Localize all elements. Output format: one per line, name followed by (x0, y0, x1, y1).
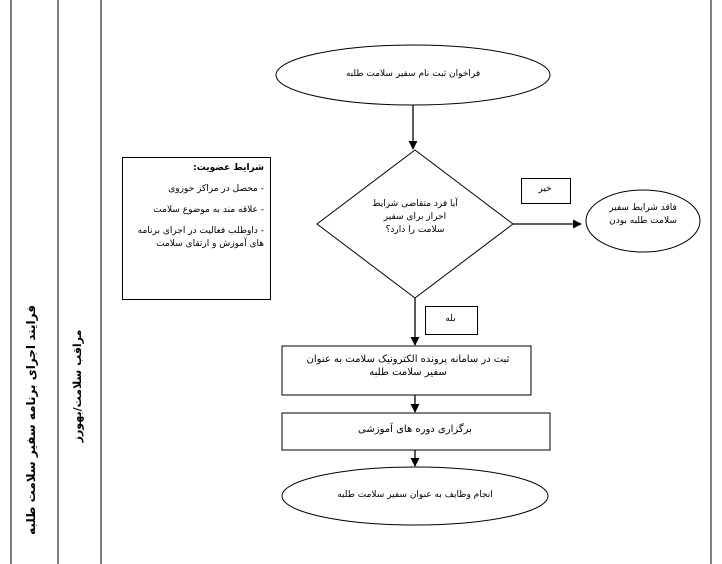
condition-item: - محصل در مراکز حوزوی (168, 184, 264, 194)
register-label: ثبت در سامانه پرونده الکترونیک سلامت به عنوان سفیر سلامت طلبه (306, 354, 510, 378)
no-label: خیر (538, 184, 552, 194)
yes-label: بله (445, 314, 456, 324)
no-outcome-label: فاقد شرایط سفیر سلامت طلبه بودن (609, 203, 677, 226)
condition-item: - داوطلب فعالیت در اجرای برنامه های آموزش و ارتقای سلامت (137, 226, 264, 249)
membership-conditions-box (122, 157, 271, 300)
condition-item: - علاقه مند به موضوع سلامت (153, 205, 264, 215)
decision-label: آیا فرد متقاضی شرایط احراز برای سفیر سلامت را دارد؟ (372, 199, 458, 235)
lane-label-role: مراقب سلامت/بهورز (71, 329, 84, 443)
lane-label-process: فرایند اجرای برنامه سفیر سلامت طلبه (24, 305, 38, 535)
training-label: برگزاری دوره های آموزشی (358, 424, 472, 435)
conditions-title: شرایط عضویت: (193, 163, 264, 173)
start-label: فراخوان ثبت نام سفیر سلامت طلبه (345, 69, 481, 79)
end-label: انجام وظایف به عنوان سفیر سلامت طلبه (337, 490, 493, 500)
